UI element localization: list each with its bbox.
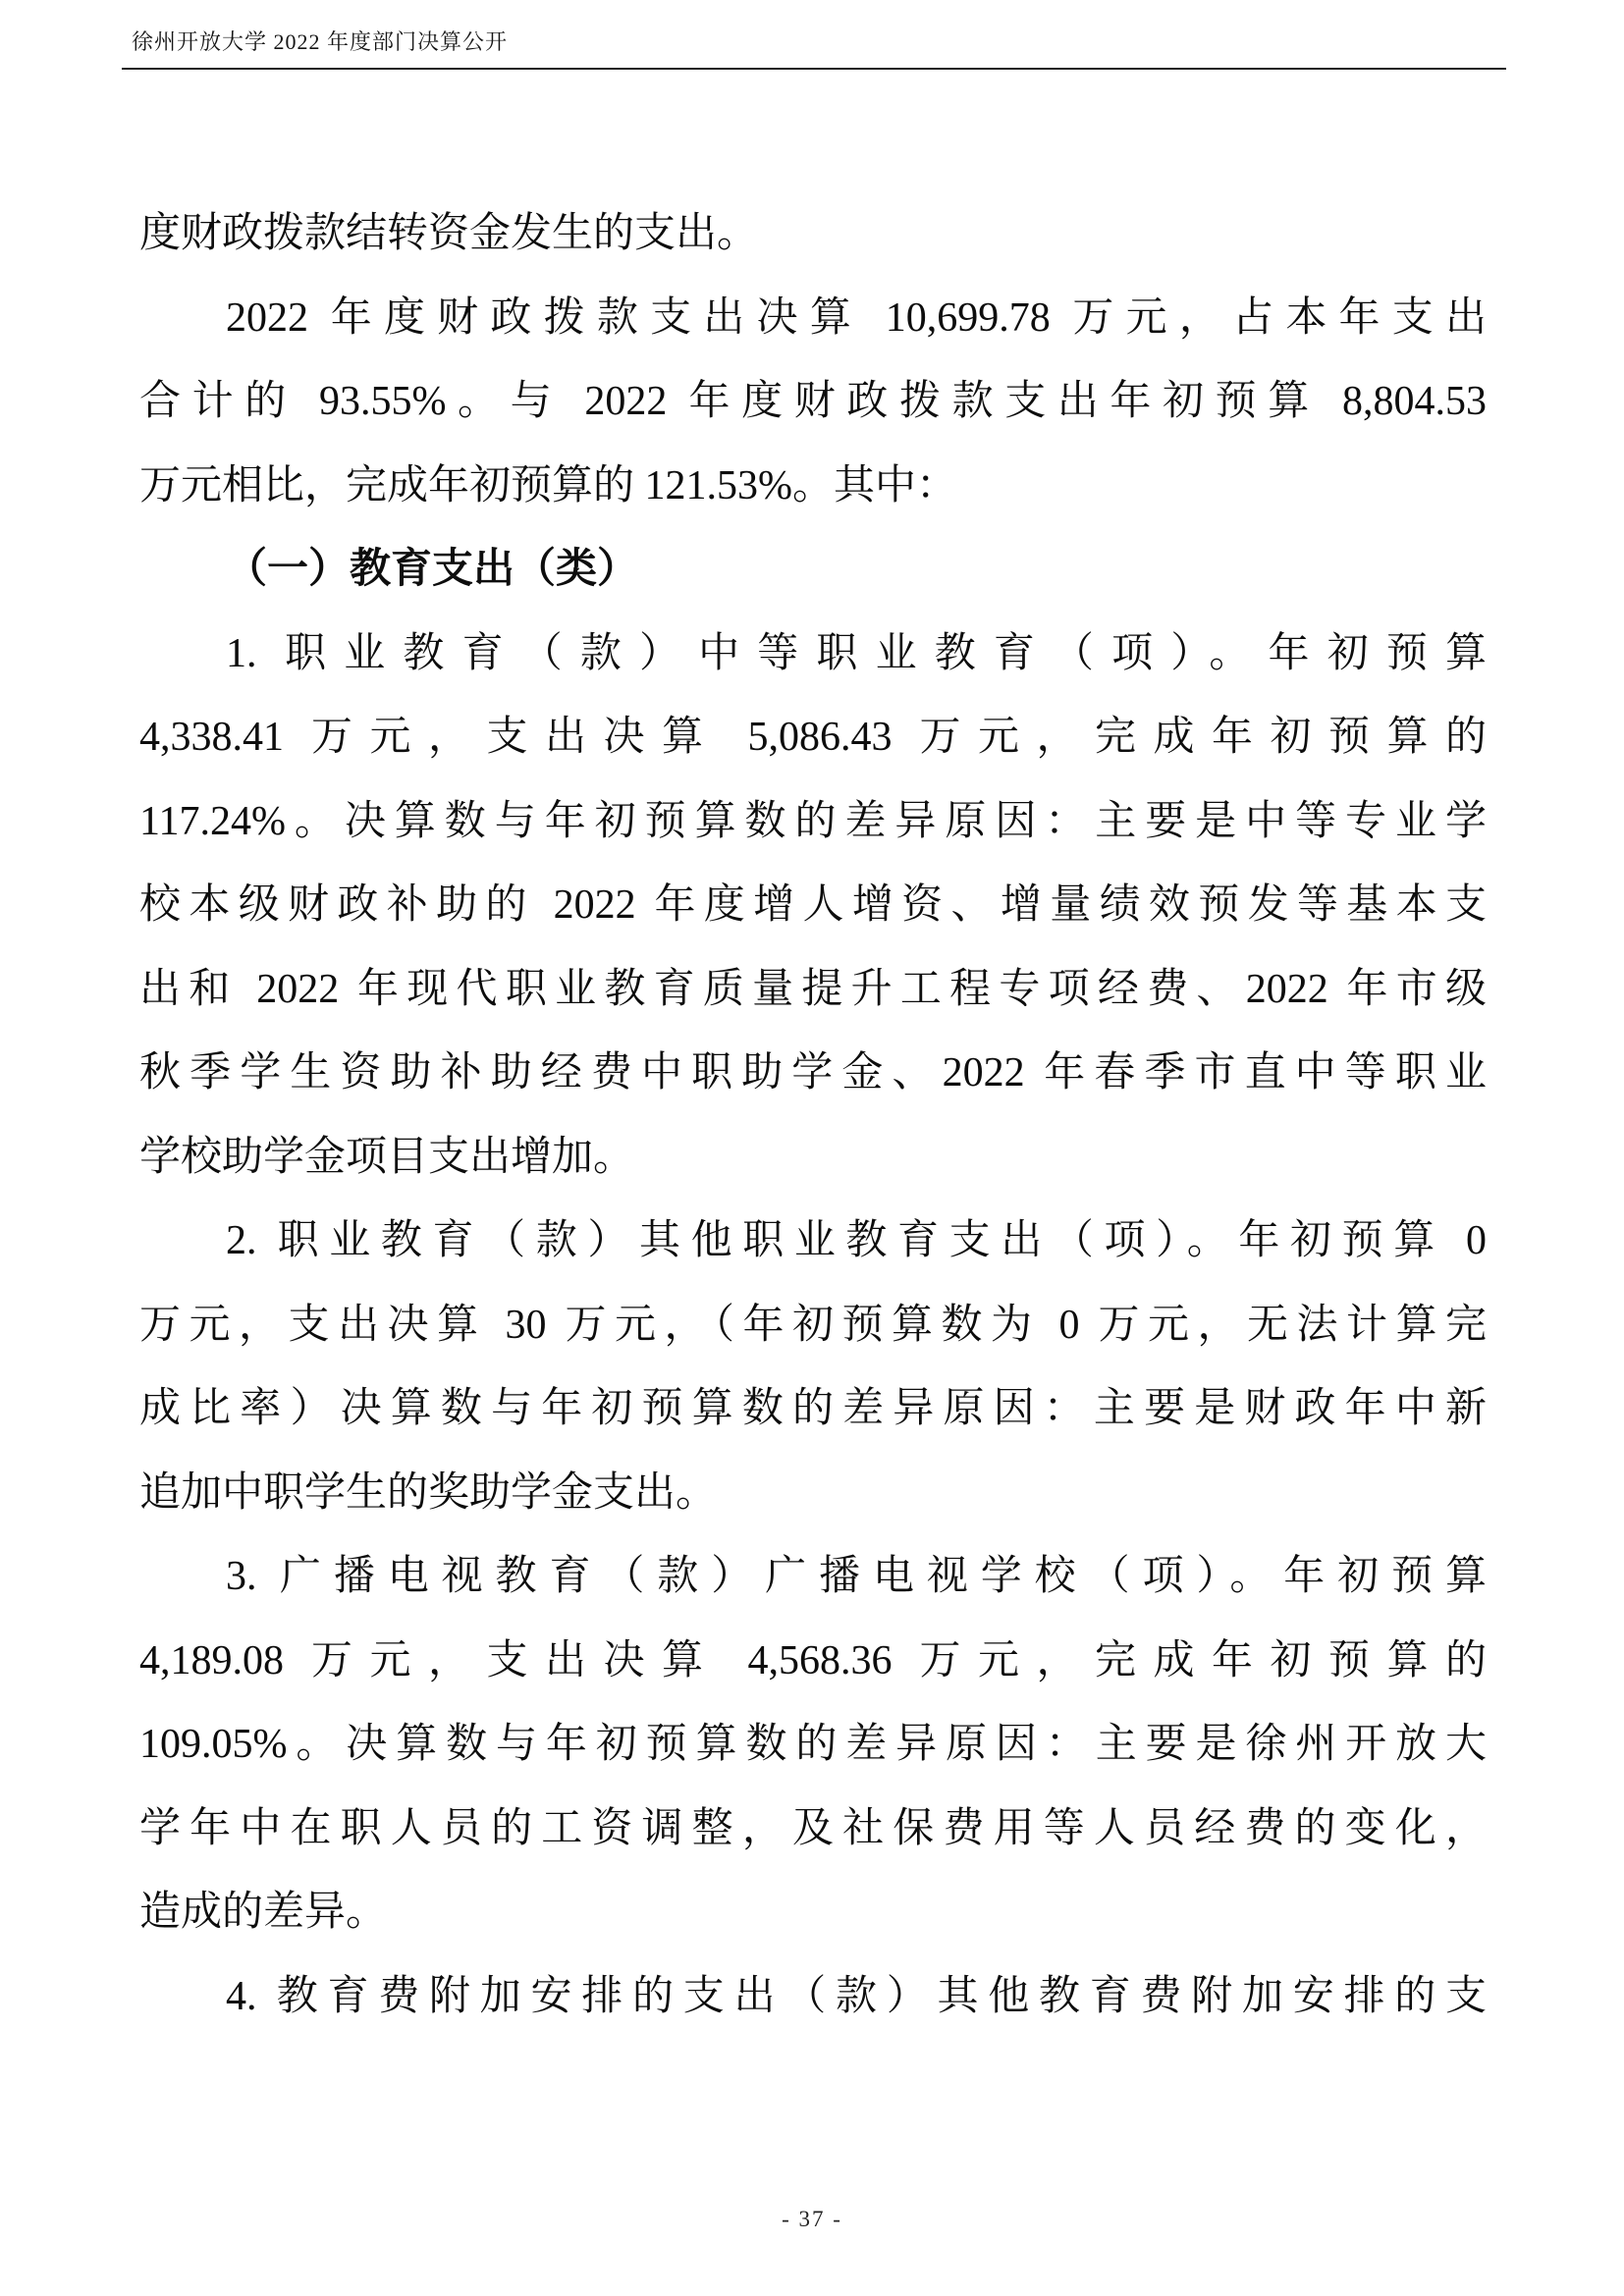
body-line: 117.24%。决算数与年初预算数的差异原因：主要是中等专业学 [139,798,1487,844]
document-body [139,192,1487,2039]
body-line: 4. 教育费附加安排的支出（款）其他教育费附加安排的支 [226,1973,1487,2019]
body-line: 2022 年度财政拨款支出决算 10,699.78 万元，占本年支出 [226,294,1487,341]
body-line: 4,189.08 万元，支出决算 4,568.36 万元，完成年初预算的 [139,1637,1487,1683]
body-line: 合计的 93.55%。与 2022 年度财政拨款支出年初预算 8,804.53 [139,379,1487,424]
page-header [122,0,1506,70]
body-line: 造成的差异。 [139,1890,388,1935]
body-line: 万元，支出决算 30 万元，（年初预算数为 0 万元，无法计算完 [139,1302,1487,1348]
body-line: 4,338.41 万元，支出决算 5,086.43 万元，完成年初预算的 [139,715,1487,760]
body-line: 学年中在职人员的工资调整，及社保费用等人员经费的变化， [139,1805,1487,1851]
body-line: 万元相比，完成年初预算的 121.53%。其中： [139,462,957,508]
header-title: 徐州开放大学 2022 年度部门决算公开 [132,29,509,54]
body-line: 秋季学生资助补助经费中职助学金、2022 年春季市直中等职业 [139,1050,1487,1095]
body-line: 度财政拨款结转资金发生的支出。 [139,211,759,256]
body-line: 3. 广播电视教育（款）广播电视学校（项）。年初预算 [226,1554,1487,1599]
body-line: 校本级财政补助的 2022 年度增人增资、增量绩效预发等基本支 [139,882,1487,928]
body-line: 成比率）决算数与年初预算数的差异原因：主要是财政年中新 [139,1386,1487,1431]
body-line: 追加中职学生的奖助学金支出。 [139,1469,718,1516]
body-line: 109.05%。决算数与年初预算数的差异原因：主要是徐州开放大 [139,1722,1487,1767]
body-line: 2. 职业教育（款）其他职业教育支出（项）。年初预算 0 [226,1218,1487,1263]
body-line: 学校助学金项目支出增加。 [139,1134,635,1180]
body-line: （一）教育支出（类） [226,547,639,592]
body-line: 1. 职业教育（款）中等职业教育（项）。年初预算 [226,630,1487,676]
body-line: 出和 2022 年现代职业教育质量提升工程专项经费、2022 年市级 [139,966,1487,1012]
page-number: - 37 - [782,2207,842,2231]
page-footer [0,2207,1624,2232]
